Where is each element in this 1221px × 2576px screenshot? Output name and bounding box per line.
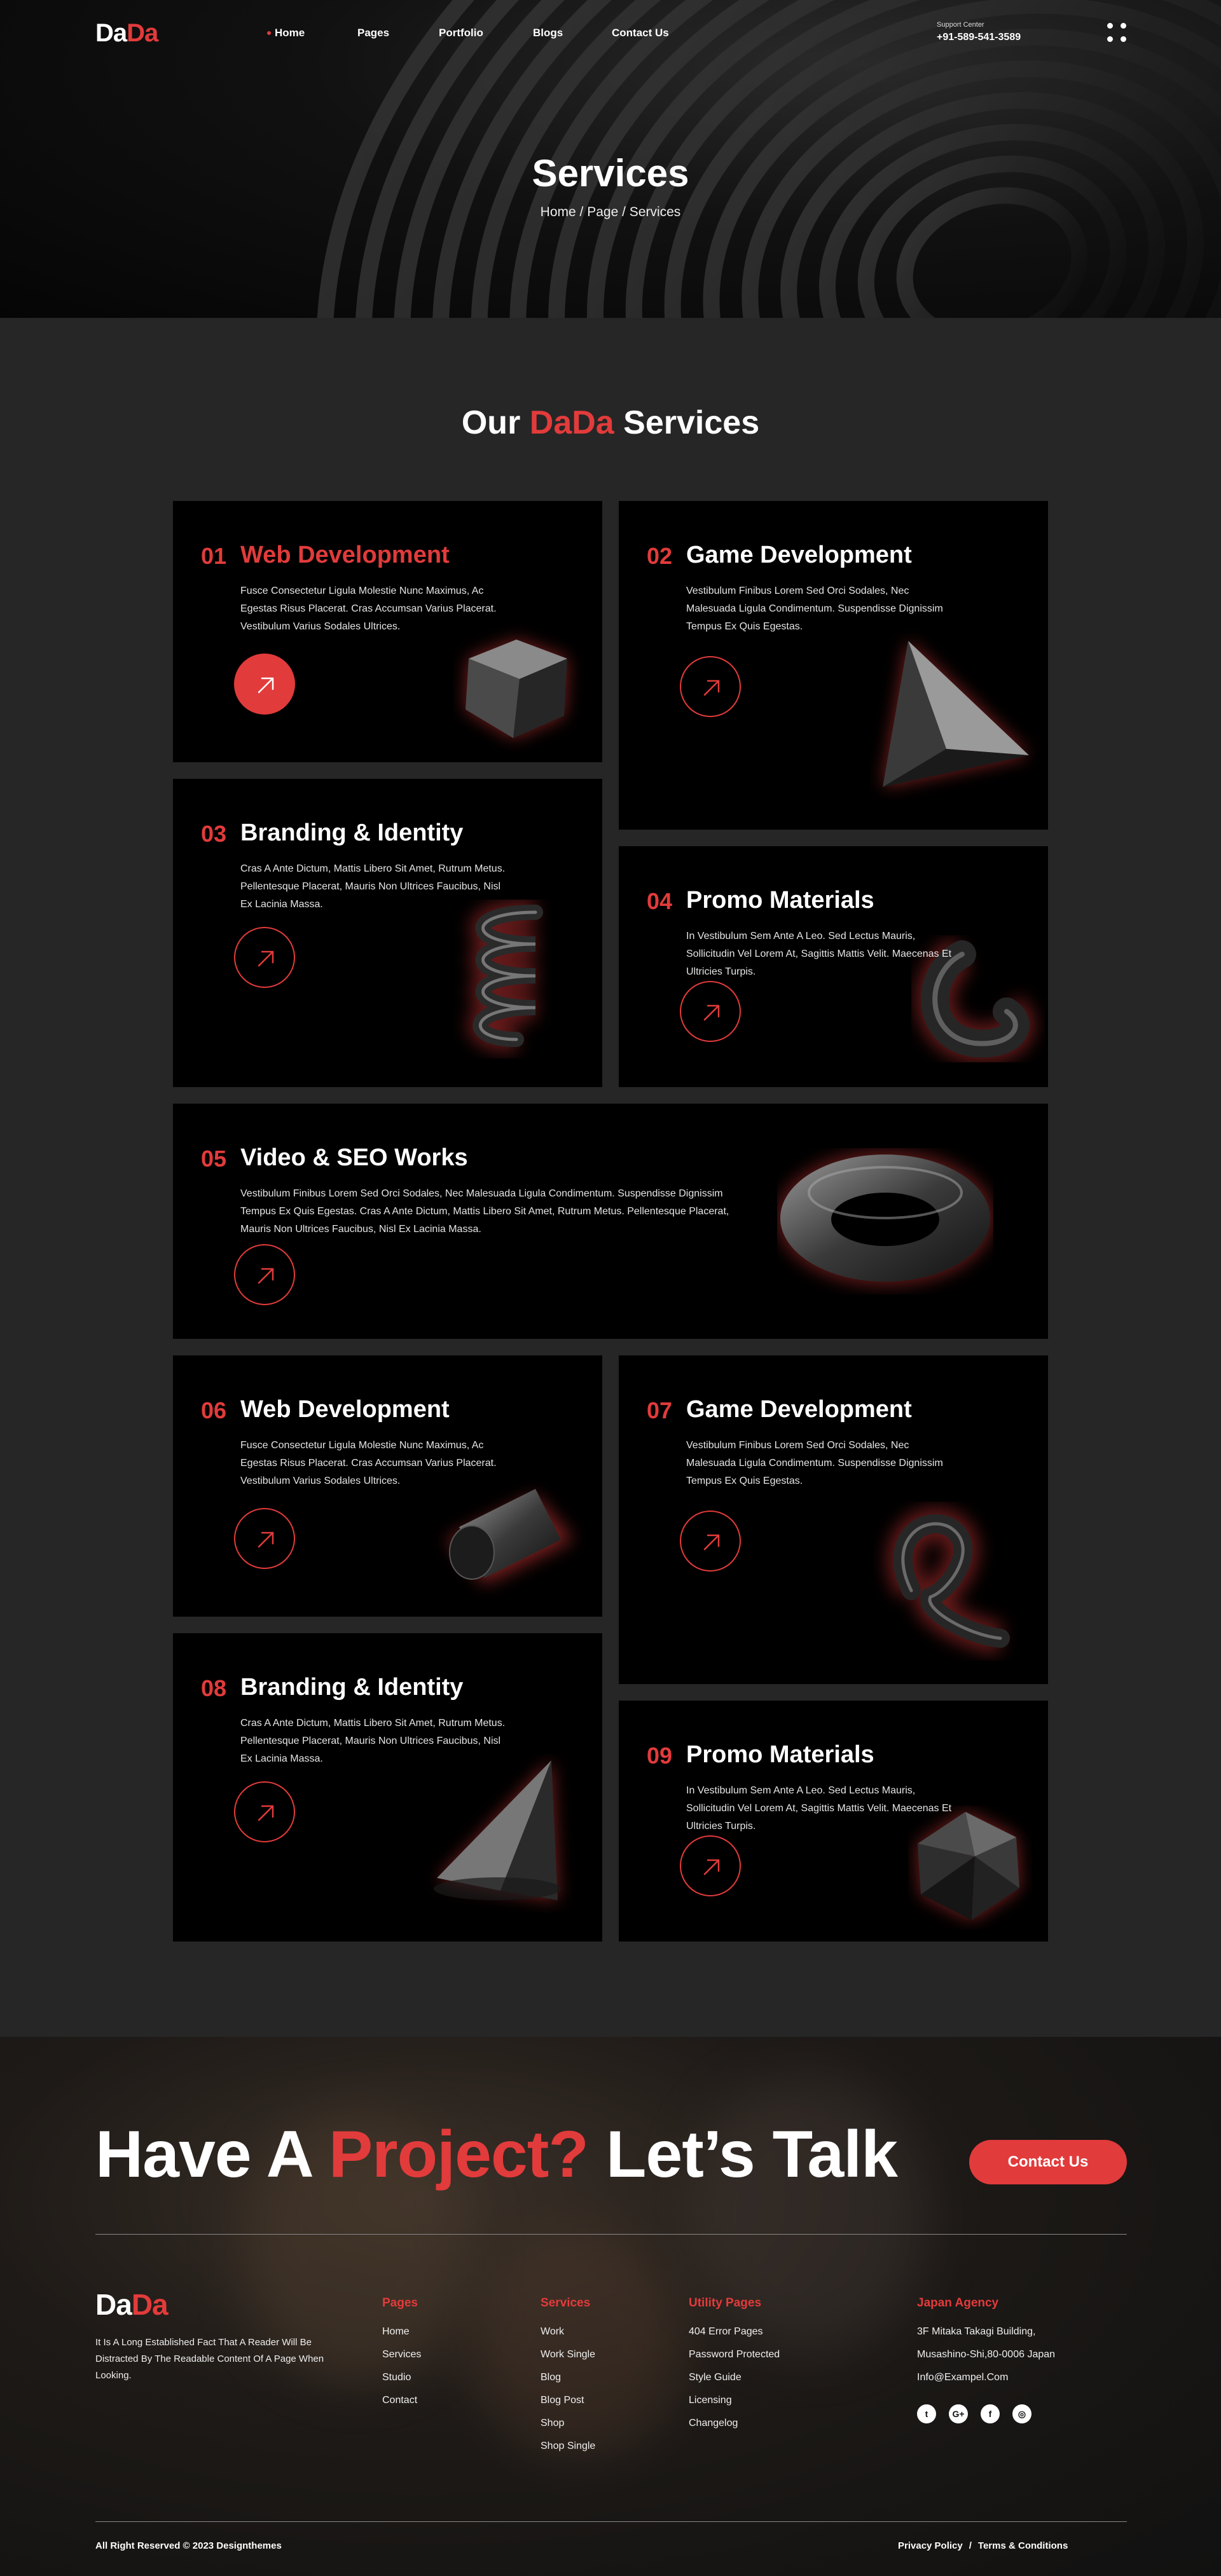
- service-number: 07: [647, 1397, 673, 1423]
- service-title[interactable]: Promo Materials: [686, 887, 874, 914]
- footer-link[interactable]: Work: [541, 2326, 565, 2337]
- footer-heading: Pages: [382, 2296, 418, 2310]
- cta-heading: Have A Project? Let’s Talk: [95, 2118, 897, 2191]
- instagram-icon[interactable]: ◎: [1012, 2404, 1031, 2423]
- footer-link[interactable]: Work Single: [541, 2349, 595, 2360]
- torus-3d-shape: [777, 1148, 993, 1294]
- footer-divider-bottom: [95, 2521, 1127, 2522]
- service-arrow-button[interactable]: [680, 656, 741, 717]
- service-arrow-button[interactable]: [234, 1508, 295, 1569]
- service-arrow-button[interactable]: [680, 981, 741, 1042]
- service-card: [173, 1633, 602, 1942]
- service-card: [619, 846, 1048, 1087]
- footer-heading: Services: [541, 2296, 591, 2310]
- footer-link[interactable]: Style Guide: [689, 2372, 742, 2383]
- footer-address-line: 3F Mitaka Takagi Building,: [917, 2326, 1036, 2337]
- footer-link[interactable]: Licensing: [689, 2395, 732, 2406]
- service-description: In Vestibulum Sem Ante A Leo. Sed Lectus Mauris, Sollicitudin Vel Lorem At, Sagittis Mattis Velit. Maecenas Et Ultricies Turpis.: [686, 1785, 952, 1832]
- support-phone[interactable]: +91-589-541-3589: [937, 32, 1021, 43]
- footer-logo[interactable]: DaDa: [95, 2288, 168, 2321]
- service-description: Vestibulum Finibus Lorem Sed Orci Sodales, Nec Malesuada Ligula Condimentum. Suspendisse Dignissim Tempus Ex Quis Egestas. Cras A Ante Dictum, Mattis Libero Sit Amet, Rutrum Metus. Pellentesque Placerat, Mauris Non Ultrices Faucibus, Nisl Ex Lacinia Massa.: [240, 1188, 729, 1235]
- footer-column-utility: [689, 2296, 780, 2439]
- legal-links: Privacy Policy / Terms & Conditions: [898, 2540, 1068, 2551]
- service-title[interactable]: Branding & Identity: [240, 1674, 464, 1701]
- service-title[interactable]: Web Development: [240, 542, 450, 568]
- service-title[interactable]: Video & SEO Works: [240, 1144, 468, 1171]
- active-nav-dot: [267, 31, 271, 35]
- footer-heading: Utility Pages: [689, 2296, 762, 2310]
- footer-link[interactable]: Services: [382, 2349, 422, 2360]
- facebook-icon[interactable]: f: [981, 2404, 1000, 2423]
- service-description: Vestibulum Finibus Lorem Sed Orci Sodales, Nec Malesuada Ligula Condimentum. Suspendisse Dignissim Tempus Ex Quis Egestas.: [686, 1440, 943, 1486]
- arrow-up-right-icon: [699, 1000, 724, 1025]
- service-card: [173, 501, 602, 762]
- breadcrumb-page[interactable]: Page: [587, 205, 619, 219]
- footer-link[interactable]: Changelog: [689, 2418, 738, 2429]
- service-card: [619, 1701, 1048, 1942]
- service-number: 09: [647, 1743, 673, 1769]
- footer-link[interactable]: Studio: [382, 2372, 411, 2383]
- nav-item-portfolio[interactable]: Portfolio: [439, 27, 483, 39]
- nav-item-blogs[interactable]: Blogs: [533, 27, 563, 39]
- footer-link[interactable]: Shop Single: [541, 2441, 596, 2451]
- footer-link[interactable]: 404 Error Pages: [689, 2326, 763, 2337]
- service-number: 05: [201, 1146, 227, 1172]
- arrow-up-right-icon: [699, 1854, 724, 1880]
- arrow-up-right-icon: [253, 946, 279, 971]
- grid-dots-icon[interactable]: [1107, 23, 1126, 42]
- services-section-title: Our DaDa Services: [461, 404, 760, 441]
- cube-3d-shape: [453, 620, 586, 754]
- footer-about-text: It Is A Long Established Fact That A Reader Will Be Distracted By The Readable Content Of A Page When Looking.: [95, 2337, 324, 2381]
- support-label: Support Center: [937, 21, 984, 29]
- service-description: Fusce Consectetur Ligula Molestie Nunc Maximus, Ac Egestas Risus Placerat. Cras Accumsan Varius Placerat. Vestibulum Varius Sodales Ultrices.: [240, 586, 497, 632]
- service-arrow-button[interactable]: [680, 1835, 741, 1896]
- arrow-up-right-icon: [253, 1263, 279, 1289]
- breadcrumb-current: Services: [629, 205, 681, 219]
- service-title[interactable]: Promo Materials: [686, 1741, 874, 1768]
- service-arrow-button[interactable]: [234, 1781, 295, 1842]
- service-number: 03: [201, 821, 227, 847]
- copyright-text: All Right Reserved © 2023 Designthemes: [95, 2540, 282, 2551]
- pyramid-3d-shape: [870, 628, 1042, 800]
- service-description: Fusce Consectetur Ligula Molestie Nunc Maximus, Ac Egestas Risus Placerat. Cras Accumsan Varius Placerat. Vestibulum Varius Sodales Ultrices.: [240, 1440, 497, 1486]
- arrow-up-right-icon: [253, 673, 279, 698]
- service-arrow-button[interactable]: [680, 1511, 741, 1572]
- footer-email[interactable]: Info@Exampel.Com: [917, 2372, 1009, 2383]
- arrow-up-right-icon: [699, 675, 724, 701]
- terms-link[interactable]: Terms & Conditions: [977, 2540, 1068, 2551]
- service-title[interactable]: Game Development: [686, 1396, 912, 1423]
- breadcrumb: Home / Page / Services: [540, 205, 681, 219]
- footer-column-pages: [382, 2296, 421, 2416]
- footer-link[interactable]: Password Protected: [689, 2349, 780, 2360]
- service-number: 08: [201, 1675, 227, 1701]
- service-arrow-button[interactable]: [234, 927, 295, 988]
- service-description: Cras A Ante Dictum, Mattis Libero Sit Amet, Rutrum Metus. Pellentesque Placerat, Mauris Non Ultrices Faucibus, Nisl Ex Lacinia Massa.: [240, 863, 506, 910]
- footer-divider-top: [95, 2234, 1127, 2235]
- footer-link[interactable]: Blog Post: [541, 2395, 584, 2406]
- google-plus-icon[interactable]: G+: [949, 2404, 968, 2423]
- footer-link[interactable]: Blog: [541, 2372, 562, 2383]
- service-card: [173, 1355, 602, 1617]
- site-logo[interactable]: DaDa: [95, 19, 158, 47]
- service-arrow-button[interactable]: [234, 654, 295, 715]
- footer-link[interactable]: Contact: [382, 2395, 418, 2406]
- nav-item-home[interactable]: Home: [275, 27, 305, 39]
- spring-3d-shape: [440, 900, 567, 1058]
- service-card: [173, 779, 602, 1087]
- contact-us-button[interactable]: Contact Us: [969, 2140, 1127, 2184]
- service-description: In Vestibulum Sem Ante A Leo. Sed Lectus Mauris, Sollicitudin Vel Lorem At, Sagittis Mattis Velit. Maecenas Et Ultricies Turpis.: [686, 931, 952, 977]
- arrow-up-right-icon: [253, 1527, 279, 1552]
- social-links: [917, 2404, 1044, 2423]
- service-title[interactable]: Game Development: [686, 542, 912, 568]
- service-description: Cras A Ante Dictum, Mattis Libero Sit Amet, Rutrum Metus. Pellentesque Placerat, Mauris Non Ultrices Faucibus, Nisl Ex Lacinia Massa.: [240, 1718, 506, 1764]
- arrow-up-right-icon: [699, 1530, 724, 1555]
- service-number: 06: [201, 1397, 227, 1423]
- arrow-up-right-icon: [253, 1800, 279, 1826]
- cone-3d-shape: [424, 1754, 577, 1913]
- service-card: [619, 501, 1048, 830]
- footer-heading: Japan Agency: [917, 2296, 999, 2310]
- footer-column-agency: [917, 2296, 1055, 2393]
- service-arrow-button[interactable]: [234, 1244, 295, 1305]
- service-number: 02: [647, 543, 673, 569]
- service-number: 01: [201, 543, 227, 569]
- service-card: [173, 1104, 1048, 1339]
- privacy-policy-link[interactable]: Privacy Policy: [898, 2540, 963, 2551]
- service-title[interactable]: Web Development: [240, 1396, 450, 1423]
- service-description: Vestibulum Finibus Lorem Sed Orci Sodales, Nec Malesuada Ligula Condimentum. Suspendisse Dignissim Tempus Ex Quis Egestas.: [686, 586, 943, 632]
- footer-link[interactable]: Home: [382, 2326, 410, 2337]
- footer-link[interactable]: Shop: [541, 2418, 565, 2429]
- footer-column-services: [541, 2296, 595, 2462]
- breadcrumb-home[interactable]: Home: [540, 205, 576, 219]
- footer-address-line: Musashino-Shi,80-0006 Japan: [917, 2349, 1056, 2360]
- page-title: Services: [532, 152, 689, 195]
- service-title[interactable]: Branding & Identity: [240, 819, 464, 846]
- nav-item-pages[interactable]: Pages: [357, 27, 390, 39]
- nav-item-contact[interactable]: Contact Us: [612, 27, 669, 39]
- hero-banner: [0, 0, 1221, 318]
- service-number: 04: [647, 888, 673, 914]
- service-card: [619, 1355, 1048, 1684]
- ribbon-3d-shape: [873, 1502, 1026, 1661]
- twitter-icon[interactable]: t: [917, 2404, 936, 2423]
- top-navigation: [0, 0, 1221, 66]
